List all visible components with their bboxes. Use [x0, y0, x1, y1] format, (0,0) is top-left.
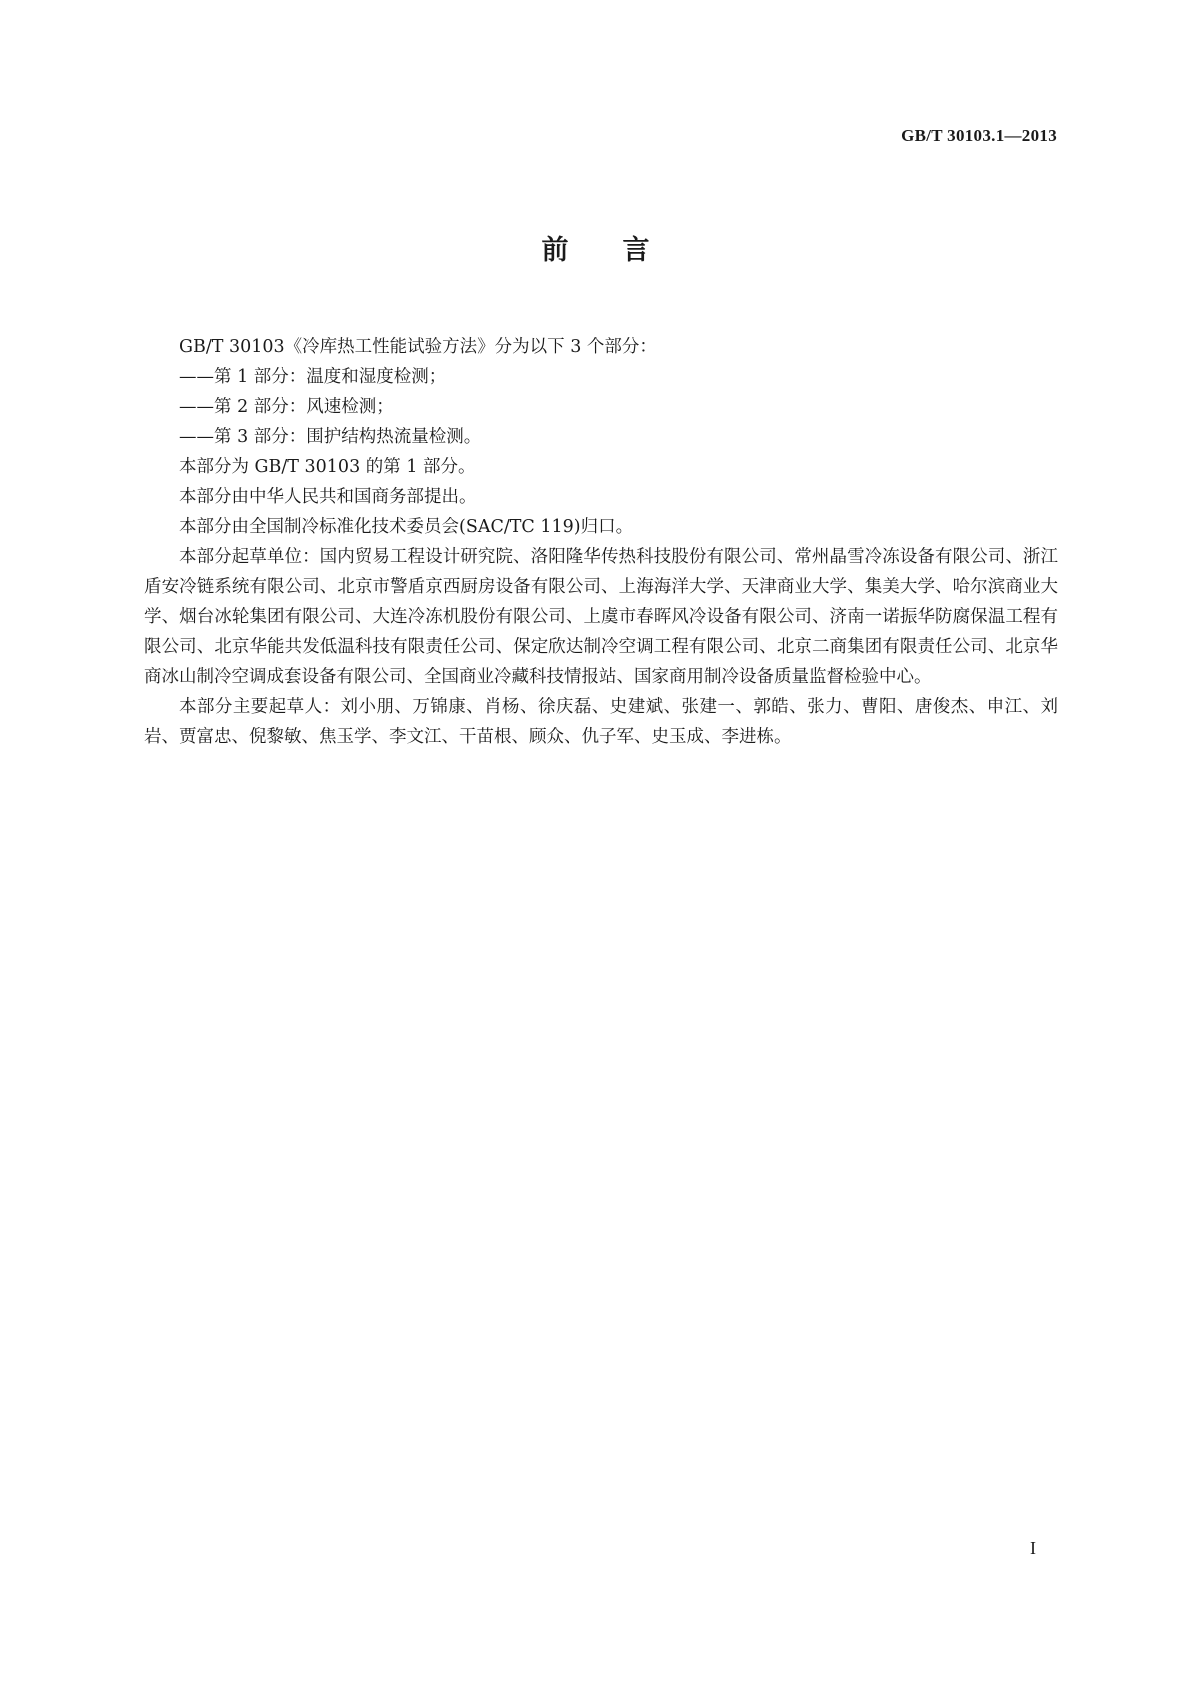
- this-part-paragraph: 本部分为 GB/T 30103 的第 1 部分。: [179, 457, 476, 477]
- intro-paragraph: GB/T 30103《冷库热工性能试验方法》分为以下 3 个部分：: [179, 337, 657, 357]
- part-list-item-1: ——第 1 部分：温度和湿度检测；: [179, 367, 447, 387]
- proposed-by-paragraph: 本部分由中华人民共和国商务部提出。: [179, 487, 477, 507]
- standard-code: GB/T 30103.1—2013: [901, 126, 1057, 145]
- part-list-item-3: ——第 3 部分：围护结构热流量检测。: [179, 427, 482, 447]
- drafting-units-paragraph: 本部分起草单位：国内贸易工程设计研究院、洛阳隆华传热科技股份有限公司、常州晶雪冷冻设备有限公司、浙江盾安冷链系统有限公司、北京市警盾京西厨房设备有限公司、上海海洋大学、天津商业大学、集美大学、哈尔滨商业大学、烟台冰轮集团有限公司、大连冷冻机股份有限公司、上虞市春晖风冷设备有限公司、济南一诺振华防腐保温工程有限公司、北京华能共发低温科技有限责任公司、保定欣达制冷空调工程有限公司、北京二商集团有限责任公司、北京华商冰山制冷空调成套设备有限公司、全国商业冷藏科技情报站、国家商用制冷设备质量监督检验中心。: [144, 547, 1058, 687]
- drafters-paragraph: 本部分主要起草人：刘小朋、万锦康、肖杨、徐庆磊、史建斌、张建一、郭皓、张力、曹阳、唐俊杰、申江、刘岩、贾富忠、倪黎敏、焦玉学、李文江、干苗根、顾众、仇子军、史玉成、李进栋。: [144, 697, 1058, 747]
- centralized-by-paragraph: 本部分由全国制冷标准化技术委员会(SAC/TC 119)归口。: [179, 517, 634, 537]
- part-list-item-2: ——第 2 部分：风速检测；: [179, 397, 394, 417]
- page-number: I: [1030, 1538, 1036, 1558]
- foreword-body: [144, 332, 1058, 752]
- section-title-foreword: 前言: [541, 235, 704, 266]
